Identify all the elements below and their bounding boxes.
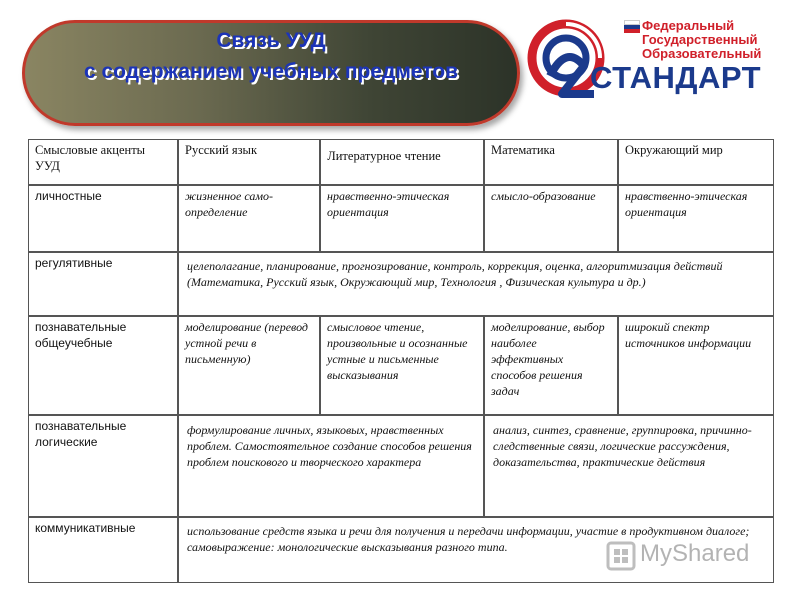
logo-line2: Государственный	[642, 32, 758, 47]
page-title-line1: Связь УУД	[216, 29, 326, 52]
row-label-regulative: регулятивные	[28, 252, 178, 316]
header-russian: Русский язык	[178, 139, 320, 185]
header-literature: Литературное чтение	[320, 139, 484, 185]
cell-communicative-all: использование средств языка и речи для получения и передачи информации, участие в продуктивном диалоге; самовыражение: монологические высказывания разного типа.	[178, 517, 774, 583]
logo-line3: Образовательный	[642, 46, 762, 61]
cell-logical-language-literature: формулирование личных, языковых, нравственных проблем. Самостоятельное создание способов решения проблем поискового и творческого характера	[178, 415, 484, 517]
logo-standard: СТАНДАРТ	[590, 60, 762, 95]
header-accents: Смысловые акценты УУД	[28, 139, 178, 185]
cell-regulative-all: целеполагание, планирование, прогнозирование, контроль, коррекция, оценка, алгоритмизация действий (Математика, Русский язык, Окружающий мир, Технология , Физическая культура и др.)	[178, 252, 774, 316]
cell-personal-math: смысло-образование	[484, 185, 618, 252]
cell-cognitive-literature: смысловое чтение, произвольные и осознанные устные и письменные высказывания	[320, 316, 484, 415]
logo-line1: Федеральный	[642, 18, 735, 33]
cell-logical-math-world: анализ, синтез, сравнение, группировка, причинно-следственные связи, логические рассуждения, доказательства, практические действия	[484, 415, 774, 517]
cell-personal-literature: нравственно-этическая ориентация	[320, 185, 484, 252]
cell-personal-world: нравственно-этическая ориентация	[618, 185, 774, 252]
header-math: Математика	[484, 139, 618, 185]
watermark-text: MyShared	[640, 540, 750, 567]
row-label-cognitive-logical: познавательные логические	[28, 415, 178, 517]
row-label-personal: личностные	[28, 185, 178, 252]
cell-cognitive-math: моделирование, выбор наиболее эффективных способов решения задач	[484, 316, 618, 415]
cell-cognitive-world: широкий спектр источников информации	[618, 316, 774, 415]
row-label-communicative: коммуникативные	[28, 517, 178, 583]
header-world: Окружающий мир	[618, 139, 774, 185]
page-title-line2: с содержанием учебных предметов	[83, 60, 459, 83]
russian-flag-icon	[624, 20, 640, 32]
cell-personal-russian: жизненное само-определение	[178, 185, 320, 252]
cell-cognitive-russian: моделирование (перевод устной речи в письменную)	[178, 316, 320, 415]
row-label-cognitive-general: познавательные общеучебные	[28, 316, 178, 415]
